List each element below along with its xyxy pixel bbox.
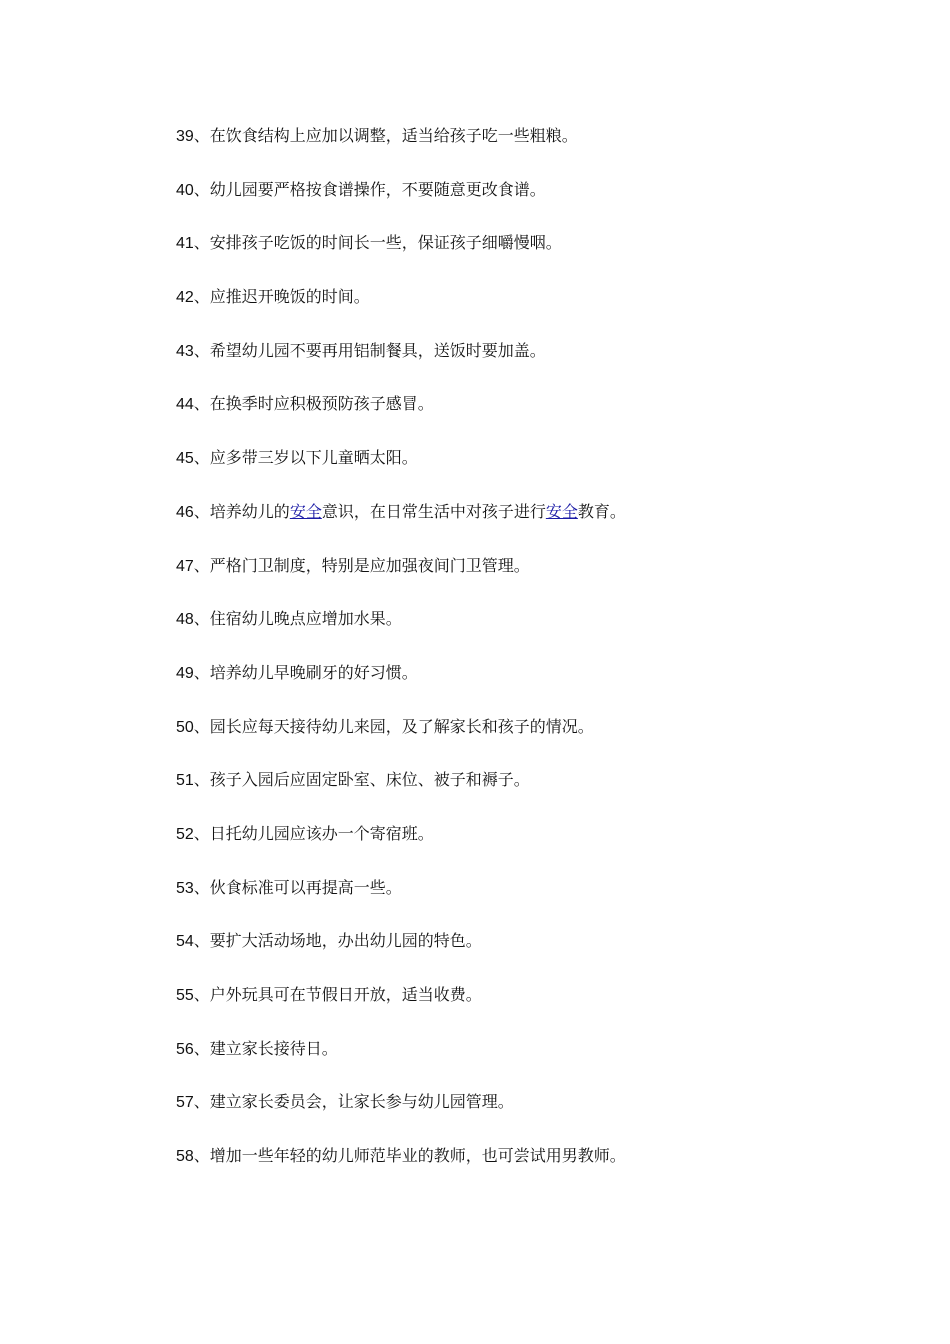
item-number: 53 bbox=[176, 879, 194, 897]
item-text: 、伙食标准可以再提高一些。 bbox=[193, 877, 402, 897]
list-item bbox=[176, 768, 896, 822]
item-number: 55 bbox=[176, 987, 194, 1004]
list-item bbox=[176, 983, 896, 1037]
item-text: 、应多带三岁以下儿童晒太阳。 bbox=[193, 448, 418, 468]
list-item bbox=[176, 715, 896, 769]
item-text: 意识，在日常生活中对孩子进行 bbox=[321, 501, 546, 521]
item-text: 、安排孩子吃饭的时间长一些，保证孩子细嚼慢咽。 bbox=[193, 233, 562, 253]
item-number: 46 bbox=[176, 503, 194, 521]
item-number: 43 bbox=[176, 342, 194, 360]
list-item bbox=[176, 822, 896, 876]
list-item bbox=[176, 339, 896, 393]
item-text: 、培养幼儿早晚刷牙的好习惯。 bbox=[193, 662, 418, 682]
item-text: 、园长应每天接待幼儿来园，及了解家长和孩子的情况。 bbox=[193, 716, 594, 736]
item-text: 、培养幼儿的 bbox=[193, 501, 290, 521]
item-number: 40 bbox=[176, 181, 194, 199]
item-number: 42 bbox=[176, 289, 194, 307]
list-item bbox=[176, 500, 896, 554]
item-text: 、日托幼儿园应该办一个寄宿班。 bbox=[193, 823, 434, 843]
list-item bbox=[176, 124, 896, 178]
item-number: 54 bbox=[176, 933, 194, 951]
item-number: 48 bbox=[176, 611, 194, 629]
item-number: 52 bbox=[176, 825, 194, 843]
item-number: 44 bbox=[176, 396, 194, 414]
item-number: 49 bbox=[176, 664, 194, 682]
item-text: 、要扩大活动场地，办出幼儿园的特色。 bbox=[193, 931, 482, 951]
list-item bbox=[176, 554, 896, 608]
item-text: 、住宿幼儿晚点应增加水果。 bbox=[193, 609, 402, 629]
item-text: 、在饮食结构上应加以调整，适当给孩子吃一些粗粮。 bbox=[193, 126, 578, 145]
list-item bbox=[176, 1090, 896, 1144]
safety-link[interactable]: 安全 bbox=[289, 501, 322, 521]
list-item bbox=[176, 1037, 896, 1091]
list-item bbox=[176, 231, 896, 285]
list-item bbox=[176, 607, 896, 661]
item-text: 、应推迟开晚饭的时间。 bbox=[193, 287, 370, 307]
list-item bbox=[176, 178, 896, 232]
list-item bbox=[176, 392, 896, 446]
item-text: 、户外玩具可在节假日开放，适当收费。 bbox=[193, 985, 482, 1004]
item-text: 、建立家长接待日。 bbox=[193, 1038, 338, 1058]
item-number: 58 bbox=[176, 1148, 194, 1166]
item-text: 、幼儿园要严格按食谱操作，不要随意更改食谱。 bbox=[193, 179, 546, 199]
item-number: 57 bbox=[176, 1094, 194, 1112]
item-text: 、严格门卫制度，特别是应加强夜间门卫管理。 bbox=[193, 555, 530, 575]
item-text: 、在换季时应积极预防孩子感冒。 bbox=[193, 394, 434, 414]
list-item bbox=[176, 446, 896, 500]
list-item bbox=[176, 661, 896, 715]
list-item bbox=[176, 1144, 896, 1198]
item-number: 47 bbox=[176, 557, 194, 575]
item-text: 、希望幼儿园不要再用铝制餐具，送饭时要加盖。 bbox=[193, 340, 546, 360]
item-number: 41 bbox=[176, 235, 194, 253]
safety-link[interactable]: 安全 bbox=[545, 501, 578, 521]
list-item bbox=[176, 285, 896, 339]
item-number: 45 bbox=[176, 450, 194, 468]
list-item bbox=[176, 929, 896, 983]
suggestion-list bbox=[176, 124, 896, 1198]
item-text: 教育。 bbox=[577, 501, 626, 521]
item-number: 39 bbox=[176, 128, 194, 145]
item-number: 56 bbox=[176, 1040, 194, 1058]
item-text: 、增加一些年轻的幼儿师范毕业的教师，也可尝试用男教师。 bbox=[193, 1146, 626, 1166]
item-text: 、建立家长委员会，让家长参与幼儿园管理。 bbox=[193, 1092, 514, 1112]
item-text: 、孩子入园后应固定卧室、床位、被子和褥子。 bbox=[193, 770, 530, 790]
list-item bbox=[176, 876, 896, 930]
item-number: 51 bbox=[176, 772, 194, 790]
item-number: 50 bbox=[176, 718, 194, 736]
